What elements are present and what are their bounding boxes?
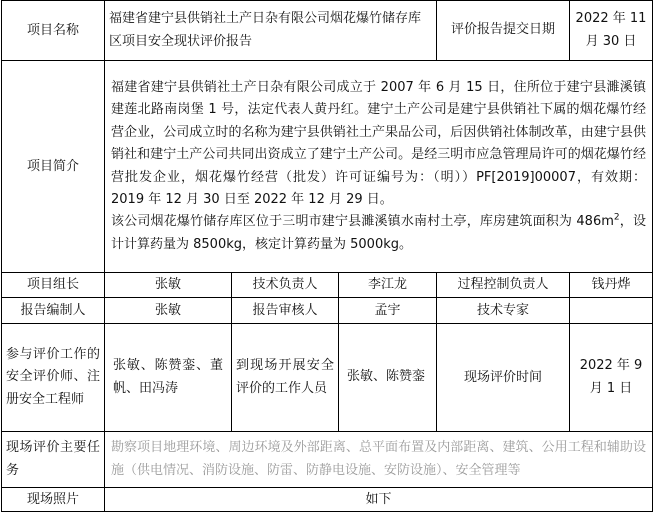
intro-paragraph-2	[111, 211, 646, 256]
evaluators-label: 参与评价工作的安全评价师、注册安全工程师	[2, 324, 105, 432]
project-intro-label: 项目简介	[2, 61, 105, 273]
tech-expert-label: 技术专家	[437, 298, 570, 324]
tech-lead-label: 技术负责人	[232, 273, 339, 298]
report-author-label: 报告编制人	[2, 298, 105, 324]
onsite-staff-value: 张敏、陈赞銮	[339, 324, 437, 432]
main-tasks-row	[2, 432, 653, 488]
intro-paragraph-2-tail: ，设计计算药量为 8500kg，核定计算药量为 5000kg。	[111, 214, 646, 252]
evaluation-info-table	[1, 0, 653, 512]
onsite-staff-label: 到现场开展安全评价的工作人员	[232, 324, 339, 432]
onsite-time-label: 现场评价时间	[437, 324, 570, 432]
report-reviewer-value: 孟宇	[339, 298, 437, 324]
tech-lead-value: 李江龙	[339, 273, 437, 298]
site-photos-row	[2, 488, 653, 512]
site-photos-value: 如下	[105, 488, 653, 512]
intro-paragraph-1: 福建省建宁县供销社土产日杂有限公司成立于 2007 年 6 月 15 日，住所位于建宁县濉溪镇建莲北路南岗堡 1 号，法定代表人黄丹红。建宁土产公司是建宁县供销社下属的烟花爆竹经营企业，公司成立时的名称为建宁县供销社土产果品公司，后因供销社体制改革，由建宁县供销社和建宁土产公司共同出资成立了建宁土产公司。是经三明市应急管理局许可的烟花爆竹经营批发企业，烟花爆竹经营（批发）许可证编号为：（明））PF[2019]00007，有效期：2019 年 12 月 30 日至 2022 年 12 月 29 日。	[111, 80, 646, 207]
report-author-value: 张敏	[105, 298, 232, 324]
report-author-row	[2, 298, 653, 324]
onsite-time-value: 2022 年 9 月 1 日	[570, 324, 653, 432]
project-intro-row	[2, 61, 653, 273]
project-name-row	[2, 1, 653, 61]
project-name-label: 项目名称	[2, 1, 105, 61]
project-leader-value: 张敏	[105, 273, 232, 298]
evaluators-row	[2, 324, 653, 432]
evaluators-value: 张敏、陈赞銮、董帆、田冯涛	[105, 324, 232, 432]
process-control-label: 过程控制负责人	[437, 273, 570, 298]
tech-expert-value	[570, 298, 653, 324]
report-reviewer-label: 报告审核人	[232, 298, 339, 324]
report-date-label: 评价报告提交日期	[437, 1, 570, 61]
project-leader-label: 项目组长	[2, 273, 105, 298]
site-photos-label: 现场照片	[2, 488, 105, 512]
project-leader-row	[2, 273, 653, 298]
area-unit-superscript: 2	[613, 212, 620, 223]
report-date-value: 2022 年 11 月 30 日	[570, 1, 653, 61]
main-tasks-value: 勘察项目地理环境、周边环境及外部距离、总平面布置及内部距离、建筑、公用工程和辅助设施（供电情况、消防设施、防雷、防静电设施、安防设施）、安全管理等	[105, 432, 653, 488]
main-tasks-label: 现场评价主要任务	[2, 432, 105, 488]
intro-paragraph-2-text: 该公司烟花爆竹储存库区位于三明市建宁县濉溪镇水南村土亭，库房建筑面积为 486m	[111, 214, 614, 230]
project-name-value: 福建省建宁县供销社土产日杂有限公司烟花爆竹储存库区项目安全现状评价报告	[105, 1, 437, 61]
project-intro-content	[105, 61, 653, 273]
process-control-value: 钱丹烨	[570, 273, 653, 298]
